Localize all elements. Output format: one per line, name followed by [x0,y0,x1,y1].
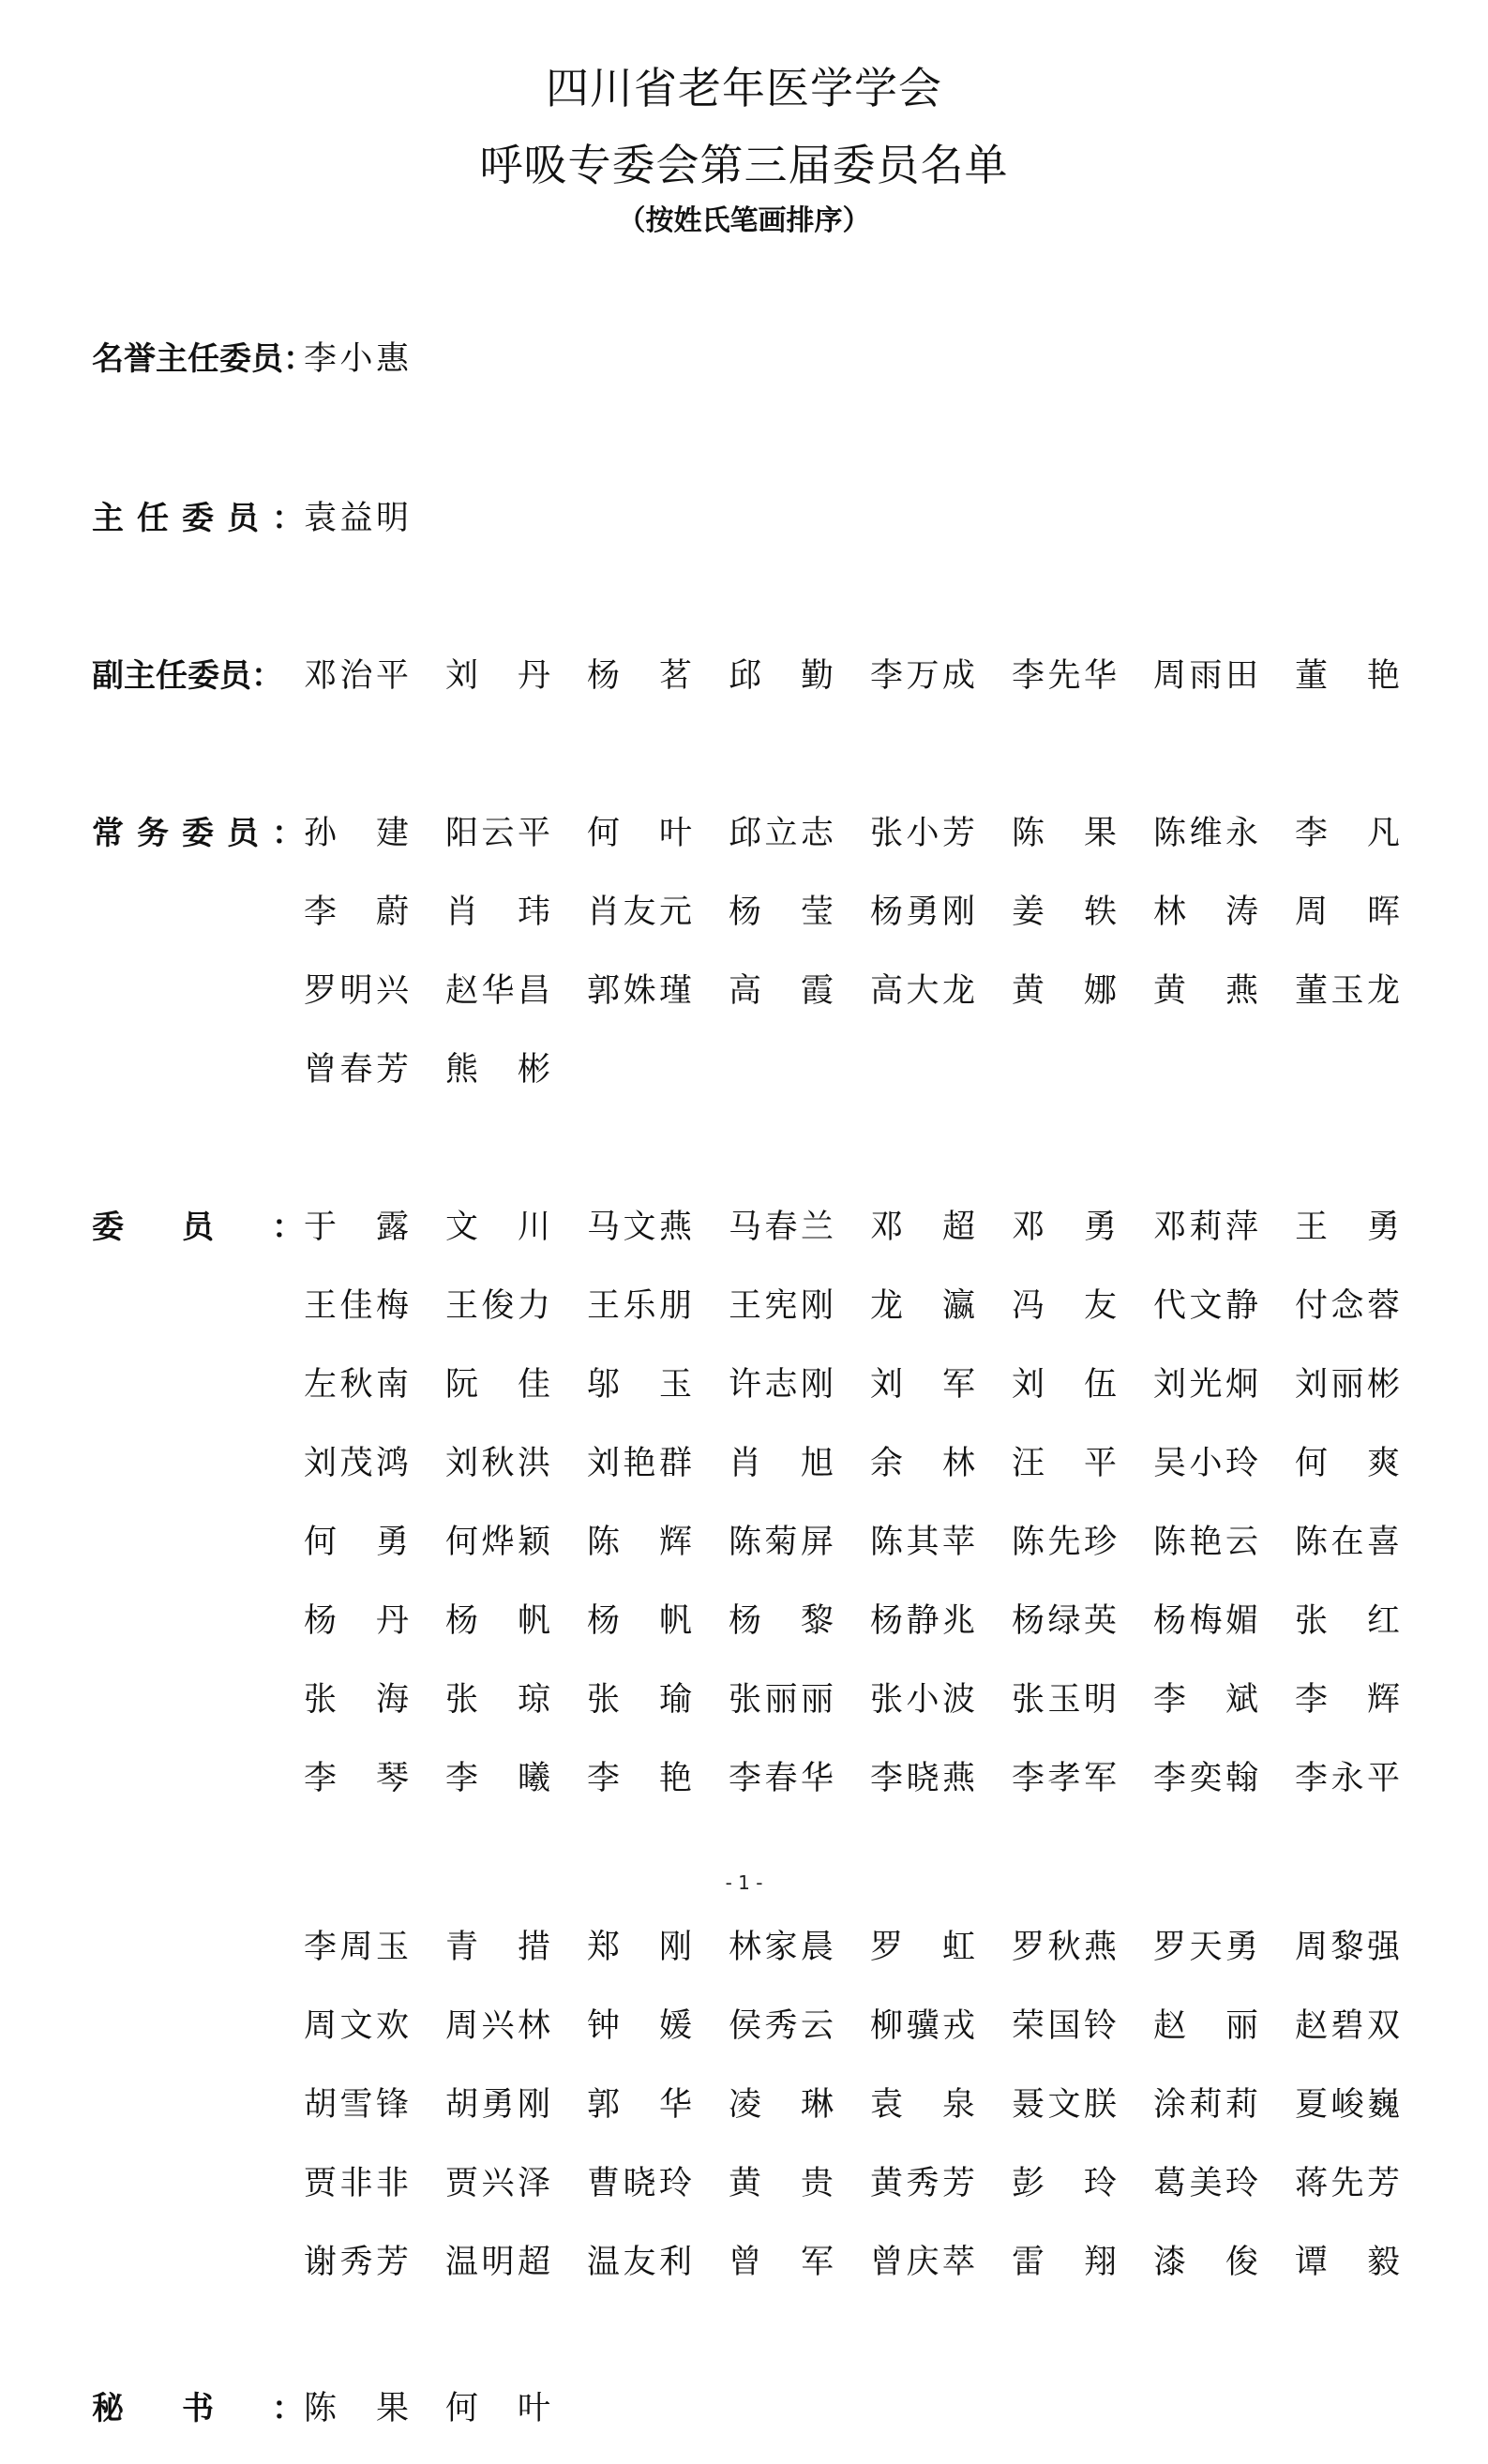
person-name: 杨梅媚 [1153,1602,1258,1640]
person-name: 郑刚 [587,1929,692,1966]
person-name: 荣国铃 [1012,2007,1117,2045]
person-name: 杨帆 [445,1602,550,1640]
person-name: 姜轶 [1012,894,1117,931]
person-name: 于露 [304,1209,409,1246]
document-title: 四川省老年医学学会 [546,63,942,113]
person-name: 何叶 [445,2390,550,2427]
secretary-label: 秘书： [92,2390,304,2427]
person-name: 李晓燕 [870,1760,975,1797]
person-name: 漆俊 [1153,2244,1258,2281]
person-name: 谢秀芳 [304,2244,409,2281]
name-row [304,2239,1438,2318]
person-name: 李周玉 [304,1929,409,1966]
name-row [304,1519,1438,1598]
name-row [304,810,1438,889]
person-name: 何爽 [1295,1445,1400,1482]
vice-director-names [304,653,1438,731]
person-name: 王佳梅 [304,1287,409,1325]
honorary-director-names [304,336,1438,414]
person-name: 陈菊屏 [729,1524,834,1561]
person-name: 陈其苹 [870,1524,975,1561]
person-name: 汪平 [1012,1445,1117,1482]
page-number: - 1 - [725,1871,763,1894]
person-name: 肖友元 [587,894,692,931]
person-name: 张小波 [870,1681,975,1719]
person-name: 侯秀云 [729,2007,834,2045]
members-names [304,1204,1438,2318]
name-row [304,1361,1438,1440]
person-name: 温友利 [587,2244,692,2281]
person-name: 陈辉 [587,1524,692,1561]
person-name: 阮佳 [445,1366,550,1404]
honorary-director-label: 名誉主任委员： [92,340,315,378]
person-name: 贾非非 [304,2165,409,2202]
person-name: 李孝军 [1012,1760,1117,1797]
person-name: 陈果 [304,2390,409,2427]
person-name: 黄燕 [1153,972,1258,1010]
person-name: 熊彬 [445,1051,550,1089]
person-name: 曹晓玲 [587,2165,692,2202]
person-name: 张红 [1295,1602,1400,1640]
person-name: 李艳 [587,1760,692,1797]
person-name: 刘伍 [1012,1366,1117,1404]
person-name: 罗虹 [870,1929,975,1966]
person-name: 邱立志 [729,815,834,852]
person-name: 陈在喜 [1295,1524,1400,1561]
person-name: 邓勇 [1012,1209,1117,1246]
name-row [304,1046,1438,1125]
person-name: 黄贵 [729,2165,834,2202]
person-name: 李先华 [1012,657,1117,695]
person-name: 雷翔 [1012,2244,1117,2281]
person-name: 邬玉 [587,1366,692,1404]
person-name: 代文静 [1153,1287,1258,1325]
person-name: 刘军 [870,1366,975,1404]
name-row [304,653,1438,731]
person-name: 杨静兆 [870,1602,975,1640]
person-name: 肖玮 [445,894,550,931]
person-name: 林家晨 [729,1929,834,1966]
person-name: 左秋南 [304,1366,409,1404]
person-name: 夏峻巍 [1295,2086,1400,2124]
person-name: 杨莹 [729,894,834,931]
person-name: 邓治平 [304,657,409,695]
person-name: 许志刚 [729,1366,834,1404]
name-row [304,1755,1438,1834]
person-name: 谭毅 [1295,2244,1400,2281]
sort-note: （按姓氏笔画排序） [617,204,871,237]
person-name: 邓莉萍 [1153,1209,1258,1246]
person-name: 王乐朋 [587,1287,692,1325]
members-label: 委员： [92,1209,304,1246]
person-name: 李小惠 [304,340,409,378]
person-name: 袁泉 [870,2086,975,2124]
name-row [304,1283,1438,1361]
person-name: 赵丽 [1153,2007,1258,2045]
person-name: 赵碧双 [1295,2007,1400,2045]
person-name: 邓超 [870,1209,975,1246]
person-name: 李凡 [1295,815,1400,852]
name-row [304,1924,1438,2003]
person-name: 曾春芳 [304,1051,409,1089]
person-name: 董艳 [1295,657,1400,695]
person-name: 马春兰 [729,1209,834,1246]
name-row [304,968,1438,1046]
document-subtitle: 呼吸专委会第三届委员名单 [479,140,1009,190]
standing-members-names [304,810,1438,1125]
person-name: 李奕翰 [1153,1760,1258,1797]
name-row [304,2003,1438,2081]
person-name: 葛美玲 [1153,2165,1258,2202]
person-name: 罗明兴 [304,972,409,1010]
person-name: 周晖 [1295,894,1400,931]
person-name: 王勇 [1295,1209,1400,1246]
name-row [304,495,1438,574]
person-name: 张瑜 [587,1681,692,1719]
person-name: 黄秀芳 [870,2165,975,2202]
person-name: 蒋先芳 [1295,2165,1400,2202]
person-name: 聂文朕 [1012,2086,1117,2124]
person-name: 吴小玲 [1153,1445,1258,1482]
person-name: 高霞 [729,972,834,1010]
standing-members-label: 常务委员： [92,815,304,852]
person-name: 周文欢 [304,2007,409,2045]
person-name: 孙建 [304,815,409,852]
person-name: 周兴林 [445,2007,550,2045]
person-name: 陈维永 [1153,815,1258,852]
person-name: 赵华昌 [445,972,550,1010]
person-name: 陈果 [1012,815,1117,852]
person-name: 刘艳群 [587,1445,692,1482]
person-name: 马文燕 [587,1209,692,1246]
person-name: 曾军 [729,2244,834,2281]
name-row [304,336,1438,414]
person-name: 柳骥戎 [870,2007,975,2045]
name-row [304,1440,1438,1519]
person-name: 张小芳 [870,815,975,852]
person-name: 刘丹 [445,657,550,695]
person-name: 李永平 [1295,1760,1400,1797]
director-label: 主任委员： [92,500,304,537]
person-name: 袁益明 [304,500,409,537]
person-name: 黄娜 [1012,972,1117,1010]
person-name: 杨黎 [729,1602,834,1640]
person-name: 胡雪锋 [304,2086,409,2124]
person-name: 钟媛 [587,2007,692,2045]
person-name: 李万成 [870,657,975,695]
person-name: 付念蓉 [1295,1287,1400,1325]
name-row [304,1598,1438,1676]
person-name: 曾庆萃 [870,2244,975,2281]
person-name: 涂莉莉 [1153,2086,1258,2124]
person-name: 李曦 [445,1760,550,1797]
person-name: 冯友 [1012,1287,1117,1325]
name-row [304,2160,1438,2239]
person-name: 邱勤 [729,657,834,695]
person-name: 贾兴泽 [445,2165,550,2202]
person-name: 阳云平 [445,815,550,852]
person-name: 龙瀛 [870,1287,975,1325]
person-name: 刘丽彬 [1295,1366,1400,1404]
person-name: 王俊力 [445,1287,550,1325]
person-name: 罗秋燕 [1012,1929,1117,1966]
vice-director-label: 副主任委员： [92,657,283,695]
person-name: 张琼 [445,1681,550,1719]
person-name: 何勇 [304,1524,409,1561]
person-name: 郭华 [587,2086,692,2124]
person-name: 杨绿英 [1012,1602,1117,1640]
person-name: 罗天勇 [1153,1929,1258,1966]
secretary-names [304,2385,1438,2464]
person-name: 何叶 [587,815,692,852]
person-name: 余林 [870,1445,975,1482]
person-name: 何烨颖 [445,1524,550,1561]
person-name: 李琴 [304,1760,409,1797]
person-name: 杨勇刚 [870,894,975,931]
person-name: 刘秋洪 [445,1445,550,1482]
person-name: 林涛 [1153,894,1258,931]
person-name: 董玉龙 [1295,972,1400,1010]
person-name: 温明超 [445,2244,550,2281]
person-name: 文川 [445,1209,550,1246]
person-name: 杨茗 [587,657,692,695]
person-name: 张丽丽 [729,1681,834,1719]
person-name: 高大龙 [870,972,975,1010]
person-name: 杨帆 [587,1602,692,1640]
person-name: 李斌 [1153,1681,1258,1719]
name-row [304,2385,1438,2464]
person-name: 张海 [304,1681,409,1719]
person-name: 胡勇刚 [445,2086,550,2124]
person-name: 周黎强 [1295,1929,1400,1966]
person-name: 李辉 [1295,1681,1400,1719]
person-name: 周雨田 [1153,657,1258,695]
name-row [304,889,1438,968]
person-name: 陈艳云 [1153,1524,1258,1561]
person-name: 王宪刚 [729,1287,834,1325]
person-name: 杨丹 [304,1602,409,1640]
person-name: 李春华 [729,1760,834,1797]
person-name: 张玉明 [1012,1681,1117,1719]
person-name: 肖旭 [729,1445,834,1482]
person-name: 郭姝瑾 [587,972,692,1010]
person-name: 李蔚 [304,894,409,931]
person-name: 陈先珍 [1012,1524,1117,1561]
name-row [304,2081,1438,2160]
person-name: 刘茂鸿 [304,1445,409,1482]
person-name: 凌琳 [729,2086,834,2124]
person-name: 刘光炯 [1153,1366,1258,1404]
person-name: 青措 [445,1929,550,1966]
name-row [304,1676,1438,1755]
person-name: 彭玲 [1012,2165,1117,2202]
director-names [304,495,1438,574]
name-row [304,1204,1438,1283]
